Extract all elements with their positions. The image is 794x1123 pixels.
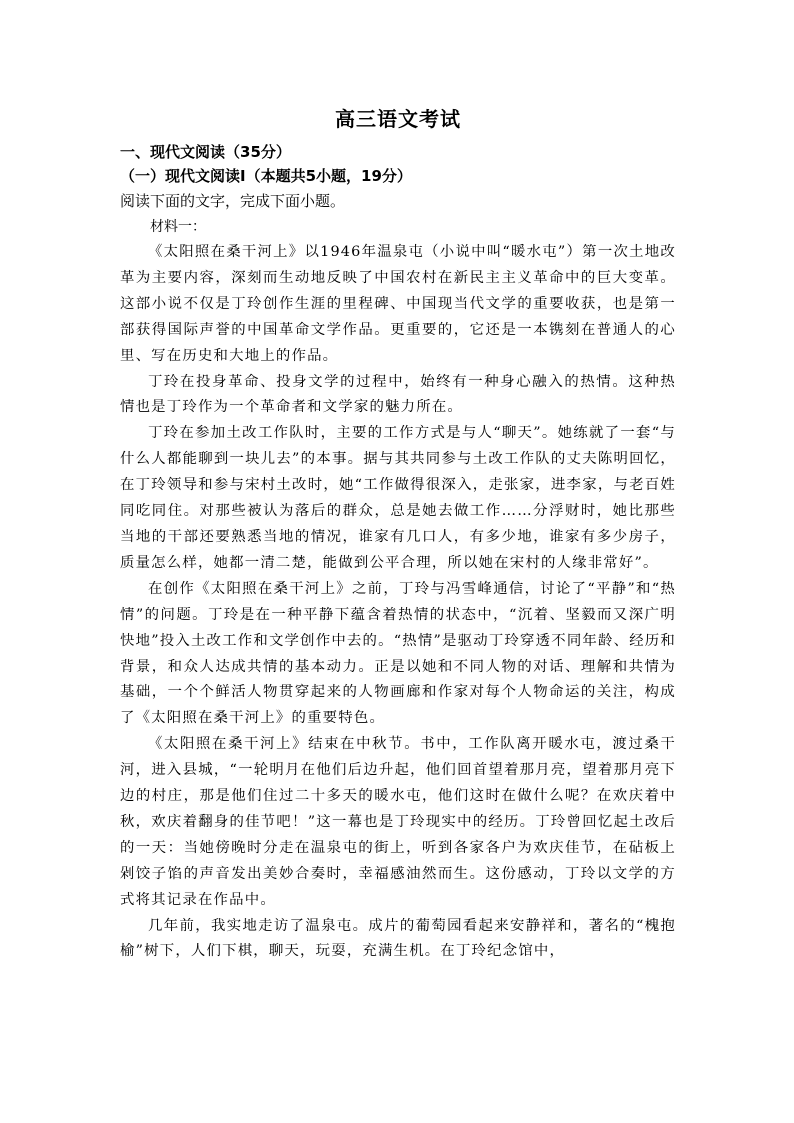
- exam-content: [120, 104, 676, 965]
- material-paragraph-3: 丁玲在参加土改工作队时，主要的工作方式是与人“聊天”。她练就了一套“与什么人都能聊到一块儿去”的本事。据与其共同参与土改工作队的丈夫陈明回忆，在丁玲领导和参与宋村土改时，她“工作做得很深入，走张家，进李家，与老百姓同吃同住。对那些被认为落后的群众，总是她去做工作……分浮财时，她比那些当地的干部还要熟悉当地的情况，谁家有几口人，有多少地，谁家有多少房子，质量怎么样，她都一清二楚，能做到公平合理，所以她在宋村的人缘非常好”。: [120, 425, 676, 571]
- exam-title: 高三语文考试: [335, 107, 461, 131]
- subsection-heading-reading-1: （一）现代文阅读Ⅰ（本题共5小题，19分）: [120, 167, 412, 185]
- material-paragraph-1: 《太阳照在桑干河上》以1946年温泉屯（小说中叫“暖水屯”）第一次土地改革为主要内容，深刻而生动地反映了中国农村在新民主主义革命中的巨大变革。这部小说不仅是丁玲创作生涯的里程碑、中国现当代文学的重要收获，也是第一部获得国际声誉的中国革命文学作品。更重要的，它还是一本镌刻在普通人的心里、写在历史和大地上的作品。: [120, 244, 676, 364]
- material-paragraph-2: 丁玲在投身革命、投身文学的过程中，始终有一种身心融入的热情。这种热情也是丁玲作为一个革命者和文学家的魅力所在。: [120, 373, 676, 416]
- section-heading-modern-reading: 一、现代文阅读（35分）: [120, 143, 291, 161]
- material-paragraph-4: 在创作《太阳照在桑干河上》之前，丁玲与冯雪峰通信，讨论了“平静”和“热情”的问题。丁玲是在一种平静下蕴含着热情的状态中，“沉着、坚毅而又深广明快地”投入土改工作和文学创作中去的。“热情”是驱动丁玲穿透不同年龄、经历和背景，和众人达成共情的基本动力。正是以她和不同人物的对话、理解和共情为基础，一个个鲜活人物贯穿起来的人物画廊和作家对每个人物命运的关注，构成了《太阳照在桑干河上》的重要特色。: [120, 580, 676, 727]
- material-label: 材料一：: [150, 219, 206, 235]
- material-paragraph-6: 几年前，我实地走访了温泉屯。成片的葡萄园看起来安静祥和，著名的“槐抱榆”树下，人们下棋，聊天，玩耍，充满生机。在丁玲纪念馆中，: [120, 917, 676, 960]
- material-paragraph-5: 《太阳照在桑干河上》结束在中秋节。书中，工作队离开暖水屯，渡过桑干河，进入县城，“一轮明月在他们后边升起，他们回首望着那月亮，望着那月亮下边的村庄，那是他们住过二十多天的暖水屯，他们这时在做什么呢？在欢庆着中秋，欢庆着翻身的佳节吧！”这一幕也是丁玲现实中的经历。丁玲曾回忆起土改后的一天：当她傍晚时分走在温泉屯的街上，听到各家各户为欢庆佳节，在砧板上剁饺子馅的声音发出美妙合奏时，幸福感油然而生。这份感动，丁玲以文学的方式将其记录在作品中。: [120, 736, 676, 908]
- reading-instruction: 阅读下面的文字，完成下面小题。: [120, 192, 346, 210]
